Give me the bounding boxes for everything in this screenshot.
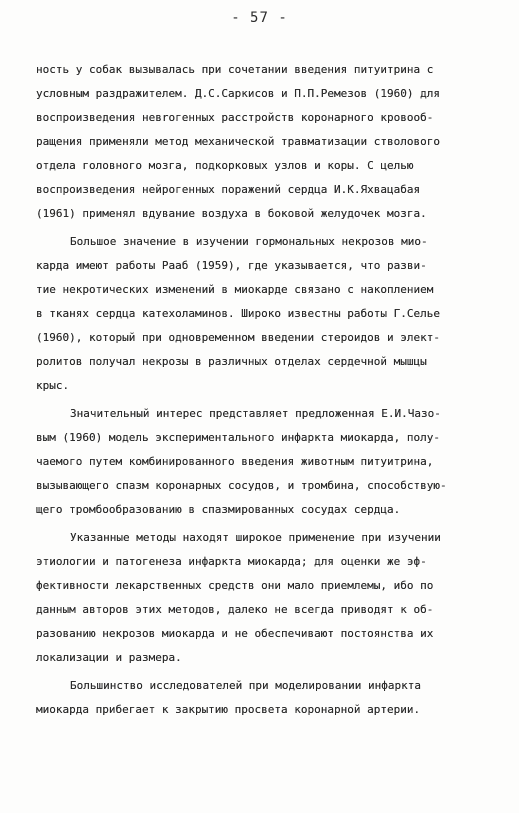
text-line-27: миокарда прибегает к закрытию просвета коронарной артерии. [36, 703, 421, 716]
text-line-9: карда имеют работы Рааб (1959), где указывается, что разви- [36, 259, 427, 272]
page-number: - 57 - [231, 10, 288, 26]
text-line-12: (1960), который при одновременном введении стероидов и элект- [36, 331, 440, 344]
text-line-5: отдела головного мозга, подкорковых узлов и коры. С целью [36, 159, 414, 172]
text-line-25: локализации и размера. [36, 651, 182, 664]
text-line-4: ращения применяли метод механической травматизации стволового [36, 135, 440, 148]
text-line-2: условным раздражителем. Д.С.Саркисов и П.П.Ремезов (1960) для [36, 87, 440, 100]
text-line-19: щего тромбообразованию в спазмированных сосудах сердца. [36, 503, 401, 516]
text-line-10: тие некротических изменений в миокарде связано с накоплением [36, 283, 434, 296]
text-line-23: данным авторов этих методов, далеко не всегда приводят к об- [36, 603, 434, 616]
text-line-16: вым (1960) модель экспериментального инфаркта миокарда, полу- [36, 431, 440, 444]
text-line-1: ность у собак вызывалась при сочетании введения питуитрина с [36, 63, 434, 76]
text-line-8: Большое значение в изучении гормональных некрозов мио- [70, 235, 428, 248]
text-line-11: в тканях сердца катехоламинов. Широко известны работы Г.Селье [36, 307, 440, 320]
text-line-26: Большинство исследователей при моделировании инфаркта [70, 679, 421, 692]
text-line-3: воспроизведения невrогенных расстройств коронарного кровооб- [36, 111, 434, 124]
text-line-17: чаемого путем комбинированного введения животным питуитрина, [36, 455, 434, 468]
text-line-15: Значительный интерес представляет предложенная Е.И.Чазо- [70, 407, 441, 420]
text-line-13: ролитов получал некрозы в различных отделах сердечной мышцы [36, 355, 427, 368]
text-line-24: разованию некрозов миокарда и не обеспечивают постоянства их [36, 627, 434, 640]
text-line-14: крыс. [36, 379, 70, 392]
text-line-6: воспроизведения нейрогенных поражений сердца И.К.Яхвацабая [36, 183, 421, 196]
text-line-22: фективности лекарственных средств они мало приемлемы, ибо по [36, 579, 434, 592]
text-line-18: вызывающего спазм коронарных сосудов, и тромбина, способствую- [36, 479, 447, 492]
text-line-21: этиологии и патогенеза инфаркта миокарда; для оценки же эф- [36, 555, 427, 568]
text-line-20: Указанные методы находят широкое применение при изучении [70, 531, 441, 544]
text-line-7: (1961) применял вдувание воздуха в боковой желудочек мозга. [36, 207, 427, 220]
